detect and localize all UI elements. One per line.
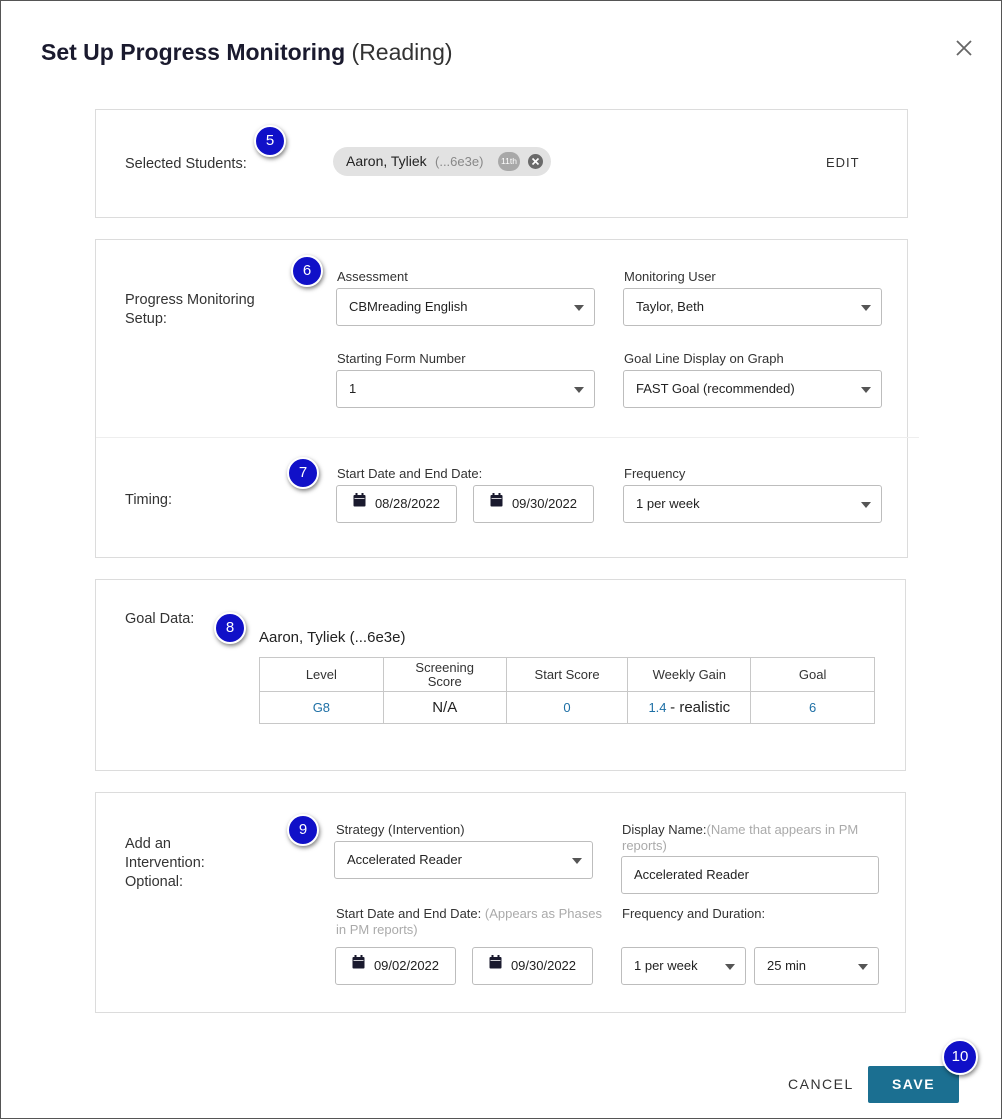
selected-students-label: Selected Students: bbox=[125, 156, 247, 172]
student-chip bbox=[333, 147, 551, 176]
monitoring-user-value: Taylor, Beth bbox=[636, 299, 704, 314]
freq-duration-label: Frequency and Duration: bbox=[622, 906, 766, 921]
cancel-button[interactable]: CANCEL bbox=[788, 1076, 854, 1092]
weekly-gain-link[interactable]: 1.4 bbox=[648, 700, 667, 715]
calendar-icon bbox=[352, 947, 365, 983]
frequency-label: Frequency bbox=[624, 466, 686, 481]
goal-line-label: Goal Line Display on Graph bbox=[624, 351, 784, 366]
timing-label: Timing: bbox=[125, 492, 172, 508]
chevron-down-icon bbox=[574, 387, 584, 393]
weekly-gain-note: - realistic bbox=[670, 699, 731, 716]
start-score-link[interactable]: 0 bbox=[563, 700, 571, 715]
chevron-down-icon bbox=[861, 387, 871, 393]
intervention-label: Add an Intervention: Optional: bbox=[125, 836, 205, 890]
timing-start-date[interactable] bbox=[336, 485, 457, 523]
calendar-icon bbox=[489, 947, 502, 983]
goal-line-value: FAST Goal (recommended) bbox=[636, 381, 795, 396]
intervention-duration-value: 25 min bbox=[767, 958, 807, 973]
header-screening-score: Screening Score bbox=[383, 658, 506, 692]
chevron-down-icon bbox=[858, 964, 868, 970]
assessment-value: CBMreading English bbox=[349, 299, 468, 314]
starting-form-value: 1 bbox=[349, 381, 357, 396]
header-start-score: Start Score bbox=[506, 658, 628, 692]
table-row bbox=[260, 692, 875, 724]
display-name-value: Accelerated Reader bbox=[634, 867, 749, 882]
callout-badge-7: 7 bbox=[287, 457, 319, 489]
student-chip-id: (...6e3e) bbox=[435, 154, 484, 169]
assessment-label: Assessment bbox=[337, 269, 408, 284]
frequency-select[interactable] bbox=[623, 485, 882, 523]
chevron-down-icon bbox=[861, 305, 871, 311]
display-name-input[interactable] bbox=[621, 856, 879, 894]
monitoring-user-label: Monitoring User bbox=[624, 269, 716, 284]
monitoring-user-select[interactable] bbox=[623, 288, 882, 326]
timing-dates-label: Start Date and End Date: bbox=[337, 466, 483, 481]
intervention-dates-label: Start Date and End Date: (Appears as Phases in PM reports) bbox=[336, 906, 602, 937]
display-name-label: Display Name:(Name that appears in PM reports) bbox=[622, 822, 859, 853]
starting-form-select[interactable] bbox=[336, 370, 595, 408]
callout-badge-5: 5 bbox=[254, 125, 286, 157]
goal-data-label: Goal Data: bbox=[125, 611, 195, 627]
level-link[interactable]: G8 bbox=[312, 700, 331, 715]
strategy-select[interactable] bbox=[334, 841, 593, 879]
goal-line-select[interactable] bbox=[623, 370, 882, 408]
timing-end-date-value: 09/30/2022 bbox=[511, 496, 578, 511]
strategy-label: Strategy (Intervention) bbox=[336, 822, 465, 837]
close-icon[interactable] bbox=[953, 37, 975, 59]
strategy-value: Accelerated Reader bbox=[347, 852, 462, 867]
intervention-start-date-value: 09/02/2022 bbox=[373, 958, 440, 973]
header-weekly-gain: Weekly Gain bbox=[628, 658, 751, 692]
pm-setup-label: Progress Monitoring Setup: bbox=[125, 292, 255, 327]
header-goal: Goal bbox=[751, 658, 875, 692]
dialog-title: Set Up Progress Monitoring (Reading) bbox=[41, 39, 453, 65]
student-chip-name: Aaron, Tyliek bbox=[346, 153, 427, 169]
goal-link[interactable]: 6 bbox=[808, 700, 817, 715]
save-button[interactable]: SAVE bbox=[868, 1066, 959, 1103]
intervention-end-date-value: 09/30/2022 bbox=[510, 958, 577, 973]
calendar-icon bbox=[353, 485, 366, 521]
chevron-down-icon bbox=[574, 305, 584, 311]
chevron-down-icon bbox=[861, 502, 871, 508]
starting-form-label: Starting Form Number bbox=[337, 351, 466, 366]
intervention-frequency-select[interactable] bbox=[621, 947, 746, 985]
timing-end-date[interactable] bbox=[473, 485, 594, 523]
goal-table bbox=[259, 657, 875, 724]
callout-badge-10: 10 bbox=[942, 1039, 978, 1075]
intervention-frequency-value: 1 per week bbox=[634, 958, 698, 973]
callout-badge-6: 6 bbox=[291, 255, 323, 287]
remove-student-icon[interactable] bbox=[528, 154, 543, 169]
intervention-end-date[interactable] bbox=[472, 947, 593, 985]
edit-button[interactable]: EDIT bbox=[826, 155, 860, 170]
chevron-down-icon bbox=[572, 858, 582, 864]
callout-badge-8: 8 bbox=[214, 612, 246, 644]
chevron-down-icon bbox=[725, 964, 735, 970]
goal-student-name: Aaron, Tyliek (...6e3e) bbox=[259, 629, 406, 646]
calendar-icon bbox=[490, 485, 503, 521]
intervention-duration-select[interactable] bbox=[754, 947, 879, 985]
timing-start-date-value: 08/28/2022 bbox=[374, 496, 441, 511]
divider bbox=[96, 437, 919, 438]
header-level: Level bbox=[260, 658, 384, 692]
goal-table-header bbox=[260, 658, 875, 692]
intervention-start-date[interactable] bbox=[335, 947, 456, 985]
frequency-value: 1 per week bbox=[636, 496, 700, 511]
grade-pill: 11th bbox=[498, 152, 520, 171]
screening-score-value: N/A bbox=[432, 699, 458, 716]
assessment-select[interactable] bbox=[336, 288, 595, 326]
callout-badge-9: 9 bbox=[287, 814, 319, 846]
